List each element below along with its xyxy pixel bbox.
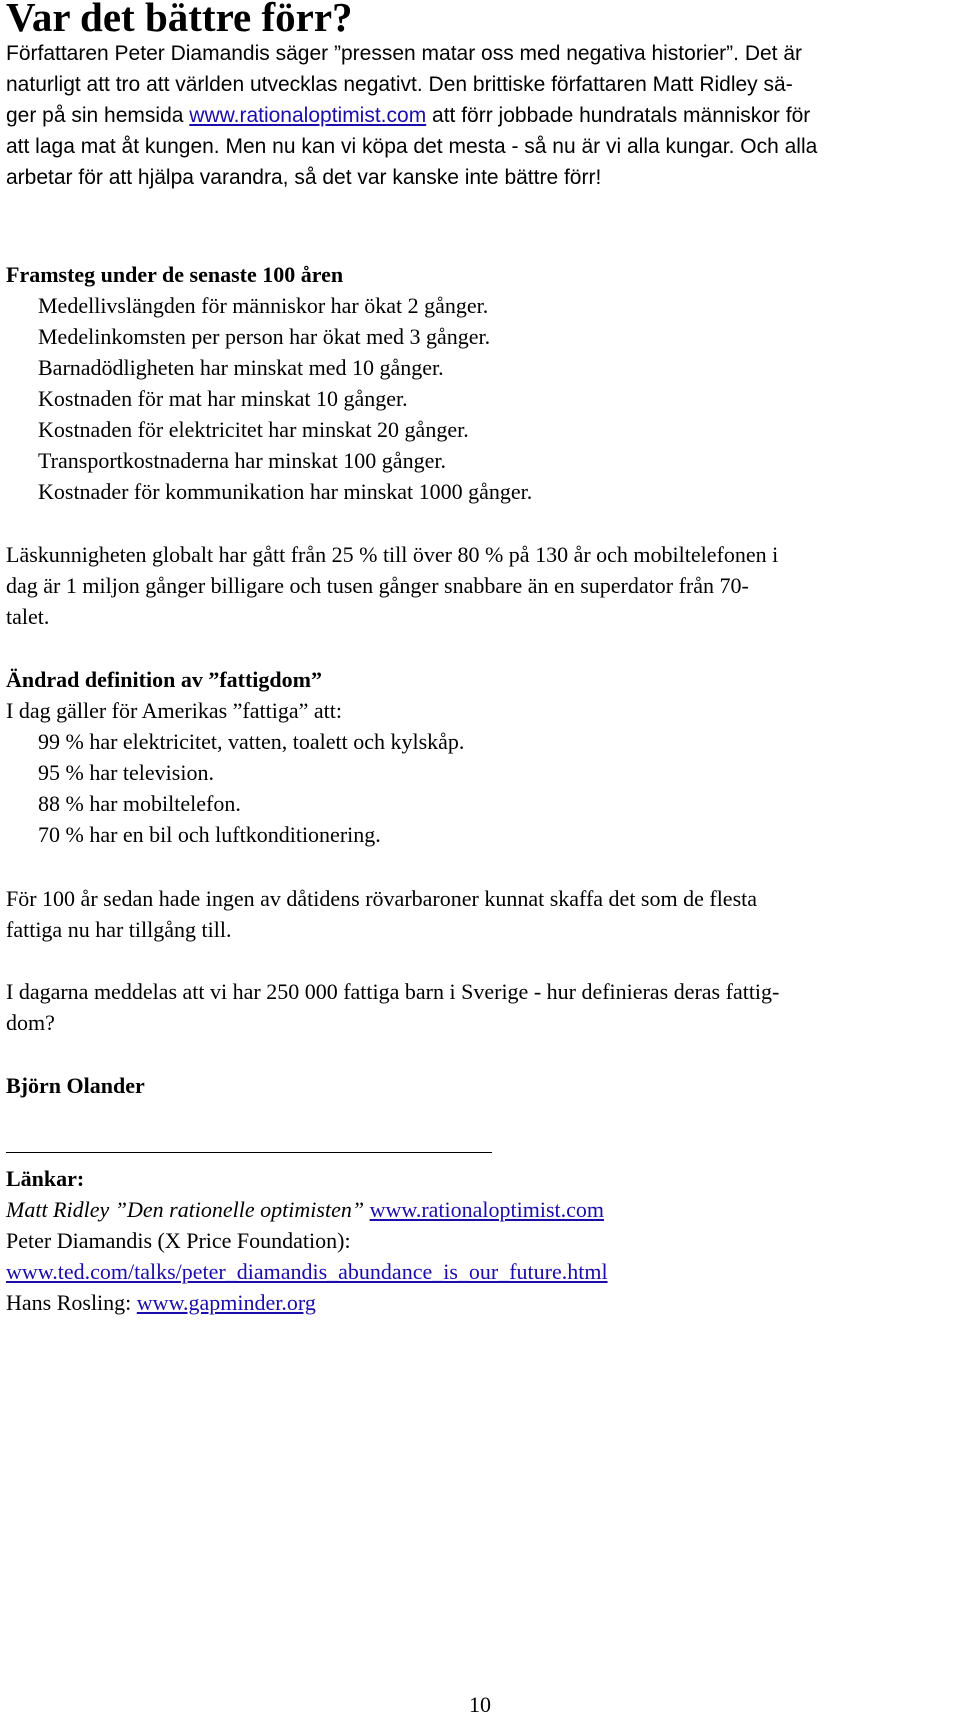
progress-item: Kostnader för kommunikation har minskat 1000 gånger. [38,479,533,504]
intro-line [6,100,954,131]
intro-text: ger på sin hemsida [6,104,190,127]
poverty-item: 95 % har television. [38,760,214,785]
gapminder-link[interactable]: www.gapminder.org [136,1290,316,1315]
poverty-item: 70 % har en bil och luftkonditionering. [38,822,381,847]
poverty-intro: I dag gäller för Amerikas ”fattiga” att: [6,698,342,723]
progress-item: Medelinkomsten per person har ökat med 3 gånger. [38,324,491,349]
sweden-line: dom? [6,1010,55,1035]
progress-item: Transportkostnaderna har minskat 100 gånger. [38,448,446,473]
author-name: Björn Olander [6,1073,145,1098]
robber-line: För 100 år sedan hade ingen av dåtidens rövarbaroner kunnat skaffa det som de flesta [6,886,758,911]
page-title: Var det bättre förr? [6,0,353,40]
intro-line: arbetar för att hjälpa varandra, så det var kanske inte bättre förr! [6,166,602,189]
progress-item: Barnadödligheten har minskat med 10 gånger. [38,355,444,380]
intro-line: Författaren Peter Diamandis säger ”pressen matar oss med negativa historier”. Det är [6,42,803,65]
sweden-paragraph [6,976,954,1038]
links-line-diamandis: Peter Diamandis (X Price Foundation): [6,1228,351,1253]
intro-text: att förr jobbade hundratals människor för [426,104,811,127]
progress-section [6,259,954,507]
page-number: 10 [469,1692,491,1717]
link-text: www.rationaloptimist. [189,104,387,127]
intro-line: naturligt att tro att världen utvecklas negativt. Den brittiske författaren Matt Ridley sä- [6,73,793,96]
progress-heading: Framsteg under de senaste 100 åren [6,262,344,287]
ted-talk-link[interactable]: www.ted.com/talks/peter_diamandis_abundance_is_our_future.html [6,1259,608,1284]
links-line-rosling [6,1287,954,1318]
poverty-heading: Ändrad definition av ”fattigdom” [6,667,322,692]
ridley-book-title: Matt Ridley ”Den rationelle optimisten” [6,1197,365,1222]
literacy-line: talet. [6,604,50,629]
rationaloptimist-link[interactable] [189,104,426,127]
poverty-item: 88 % har mobiltelefon. [38,791,241,816]
author-block [6,1070,954,1101]
literacy-line: Läskunnigheten globalt har gått från 25 % till över 80 % på 130 år och mobiltelefonen i [6,542,779,567]
poverty-section [6,664,954,850]
ridley-link[interactable]: www.rationaloptimist.com [369,1197,605,1222]
rosling-label: Hans Rosling: [6,1290,137,1315]
intro-line: att laga mat åt kungen. Men nu kan vi köpa det mesta - så nu är vi alla kungar. Och alla [6,135,818,158]
robber-line: fattiga nu har tillgång till. [6,917,232,942]
intro-paragraph [6,38,954,193]
links-line-ted [6,1256,954,1287]
links-heading: Länkar: [6,1166,85,1191]
sweden-line: I dagarna meddelas att vi har 250 000 fattiga barn i Sverige - hur definieras deras fattig- [6,979,780,1004]
literacy-line: dag är 1 miljon gånger billigare och tusen gånger snabbare än en superdator från 70- [6,573,749,598]
robber-paragraph [6,883,954,945]
link-text: com [386,104,427,127]
links-section [6,1163,954,1318]
literacy-paragraph [6,539,954,632]
links-line-ridley [6,1194,954,1225]
progress-item: Medellivslängden för människor har ökat 2 gånger. [38,293,489,318]
progress-item: Kostnaden för elektricitet har minskat 20 gånger. [38,417,469,442]
divider-rule [6,1152,492,1153]
poverty-item: 99 % har elektricitet, vatten, toalett och kylskåp. [38,729,465,754]
progress-item: Kostnaden för mat har minskat 10 gånger. [38,386,408,411]
